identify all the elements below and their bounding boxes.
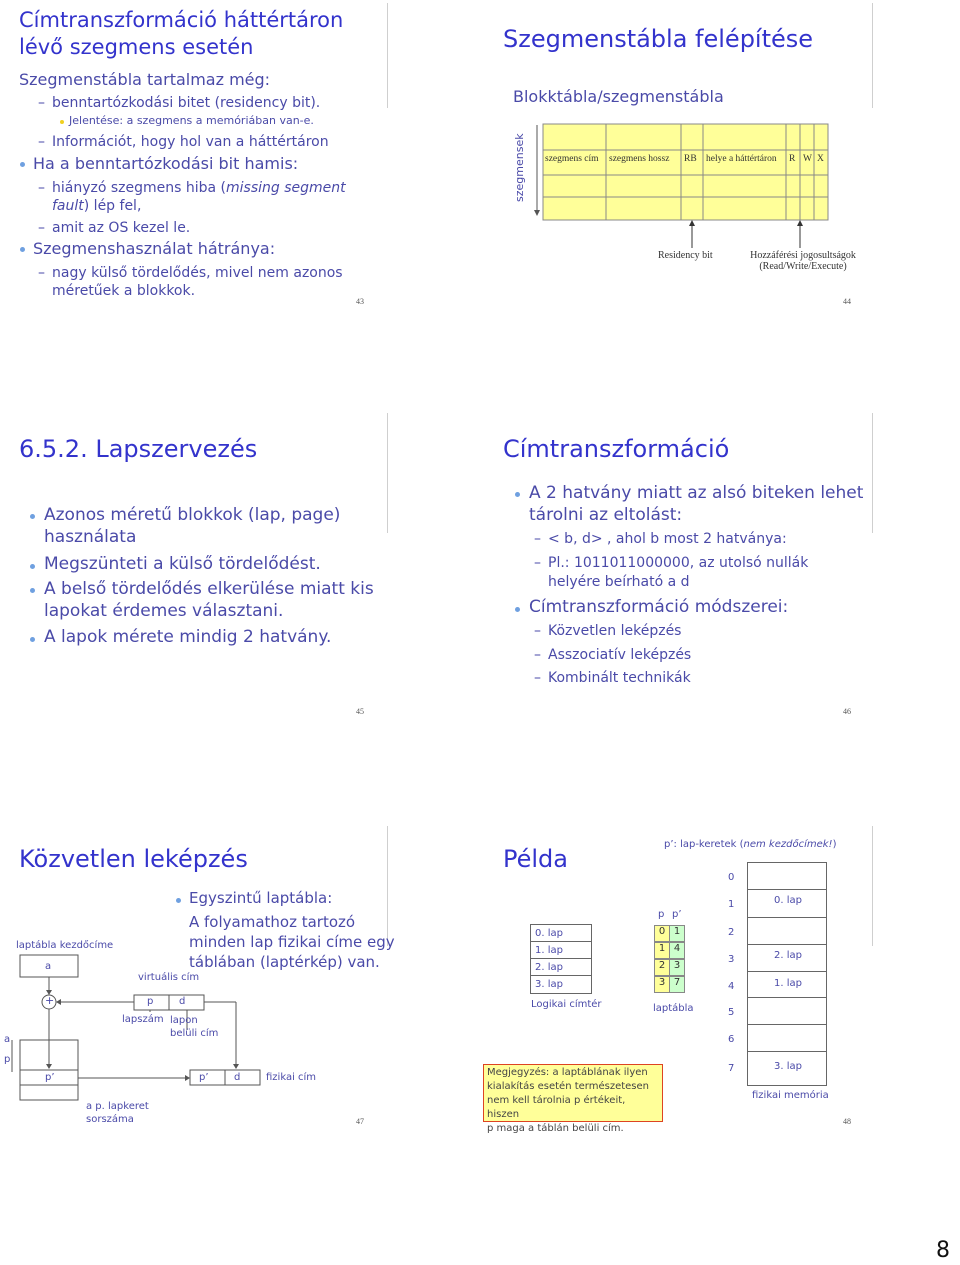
frame-number: 4 xyxy=(728,981,735,992)
dash-item: – Asszociatív leképzés xyxy=(548,647,691,663)
italic-text: fault xyxy=(52,198,84,214)
label xyxy=(170,1014,218,1040)
sheet-page-number: 8 xyxy=(936,1238,950,1263)
subtitle: Blokktábla/szegmenstábla xyxy=(513,87,724,106)
logical-page: 1. lap xyxy=(535,945,563,956)
page-number: 47 xyxy=(356,1117,364,1126)
line: Azonos méretű blokkok (lap, page) xyxy=(44,505,341,525)
line: – Pl.: 1011011000000, az utolsó nullák xyxy=(548,555,809,571)
line: A folyamathoz tartozó xyxy=(189,913,356,931)
remark-box xyxy=(483,1064,663,1134)
line: sorszáma xyxy=(86,1114,134,1125)
label: Logikai címtér xyxy=(531,999,602,1010)
label: virtuális cím xyxy=(138,972,200,983)
line: p maga a táblán belüli cím. xyxy=(487,1123,624,1134)
slide-title: Közvetlen leképzés xyxy=(19,845,248,873)
label: d xyxy=(179,996,186,1007)
side-label: szegmensek xyxy=(513,133,526,202)
label: fizikai cím xyxy=(266,1072,317,1083)
text: hiányzó szegmens hiba ( xyxy=(52,180,227,196)
sub-item: Jelentése: a szegmens a memóriában van-e. xyxy=(69,114,314,127)
pt-cell: 1 xyxy=(669,925,685,942)
frame-content: 3. lap xyxy=(774,1061,802,1072)
slide-title: Címtranszformáció xyxy=(503,435,730,463)
line: lapon xyxy=(170,1015,198,1026)
text: ) lép fel, xyxy=(83,198,142,214)
bullet-text: Megszünteti a külső tördelődést. xyxy=(44,554,321,574)
line: helyére beírható a d xyxy=(548,574,690,590)
label: lapszám xyxy=(122,1014,164,1025)
label-line: (Read/Write/Execute) xyxy=(759,261,847,272)
dash-item: – nagy külső tördelődés, mivel nem azonos xyxy=(52,265,343,281)
frame-number: 5 xyxy=(728,1007,735,1018)
column-header: szegmens hossz xyxy=(609,154,670,164)
plus-icon: + xyxy=(45,994,55,1007)
frame-content: 0. lap xyxy=(774,895,802,906)
slide-title: Példa xyxy=(503,845,568,873)
label xyxy=(86,1100,149,1126)
label: laptábla kezdőcíme xyxy=(16,940,114,951)
dash-item: – amit az OS kezel le. xyxy=(52,220,190,236)
pt-cell: 4 xyxy=(669,942,685,959)
label: fizikai memória xyxy=(752,1090,829,1101)
column-header: X xyxy=(817,154,824,164)
column-header: p xyxy=(658,909,665,920)
residency-label: Residency bit xyxy=(658,250,713,261)
pt-cell: 3 xyxy=(669,959,685,976)
logical-page: 0. lap xyxy=(535,928,563,939)
column-header: helye a háttértáron xyxy=(706,154,777,164)
frame-content: 2. lap xyxy=(774,950,802,961)
page-number: 43 xyxy=(356,297,364,306)
frame-number: 2 xyxy=(728,927,735,938)
dash-item: – Közvetlen leképzés xyxy=(548,623,681,639)
bullet-text: Egyszintű laptábla: xyxy=(189,889,333,907)
line: kialakítás esetén természetesen xyxy=(487,1081,650,1092)
frame-number: 0 xyxy=(728,872,735,883)
line: lapokat érdemes választani. xyxy=(44,601,284,621)
label: a xyxy=(45,961,52,972)
page-number: 48 xyxy=(843,1117,851,1126)
pt-cell: 7 xyxy=(669,976,685,993)
line: minden lap fizikai címe egy xyxy=(189,933,395,951)
title-line: Címtranszformáció háttértáron xyxy=(19,8,344,32)
frame-content: 1. lap xyxy=(774,978,802,989)
line: tárolni az eltolást: xyxy=(529,505,683,525)
note xyxy=(664,839,836,850)
frame-number: 3 xyxy=(728,954,735,965)
line: használata xyxy=(44,527,137,547)
title-line: lévő szegmens esetén xyxy=(19,35,254,59)
page-number: 44 xyxy=(843,297,851,306)
slide-title: Szegmenstábla felépítése xyxy=(503,25,814,53)
frame-number: 7 xyxy=(728,1063,735,1074)
dash-item: – Kombinált technikák xyxy=(548,670,691,686)
line: a p. lapkeret xyxy=(86,1101,149,1112)
column-header: szegmens cím xyxy=(545,154,599,164)
italic-text: nem kezdőcímek! xyxy=(743,839,833,850)
dash-item: – < b, d> , ahol b most 2 hatványa: xyxy=(548,531,787,547)
line: belüli cím xyxy=(170,1028,219,1039)
line: nem kell tárolnia p értékeit, hiszen xyxy=(487,1095,626,1120)
pt-cell: 3 xyxy=(654,976,670,993)
dash-item-cont: méretűek a blokkok. xyxy=(52,283,196,299)
label: d xyxy=(234,1072,241,1083)
bullet-text: A lapok mérete mindig 2 hatvány. xyxy=(44,627,332,647)
line: táblában (laptérkép) van. xyxy=(189,953,380,971)
text: p’: lap-keretek ( xyxy=(664,839,744,850)
bullet-text: Ha a benntartózkodási bit hamis: xyxy=(33,154,299,173)
bullet-text: Címtranszformáció módszerei: xyxy=(529,597,789,617)
label: a xyxy=(4,1034,11,1045)
label: p xyxy=(147,996,154,1007)
frame-number: 6 xyxy=(728,1034,735,1045)
label: p’ xyxy=(45,1072,55,1083)
line: A 2 hatvány miatt az alsó biteken lehet xyxy=(529,483,864,503)
bullet-text: Szegmenshasználat hátránya: xyxy=(33,239,276,258)
physical-memory xyxy=(747,862,827,1086)
pt-cell: 2 xyxy=(654,959,670,976)
paragraph: Szegmenstábla tartalmaz még: xyxy=(19,70,271,89)
label: p’ xyxy=(199,1072,209,1083)
column-header: p’ xyxy=(672,909,682,920)
label: laptábla xyxy=(653,1003,694,1014)
slide-title: 6.5.2. Lapszervezés xyxy=(19,435,258,463)
italic-text: missing segment xyxy=(226,180,346,196)
logical-page: 2. lap xyxy=(535,962,563,973)
line: A belső tördelődés elkerülése miatt kis xyxy=(44,579,374,599)
line: Megjegyzés: a laptáblának ilyen xyxy=(487,1067,648,1078)
column-header: RB xyxy=(684,154,697,164)
dash-item: – Információt, hogy hol van a háttértáron xyxy=(52,134,329,150)
column-header: R xyxy=(789,154,796,164)
text: ) xyxy=(832,839,837,850)
label-line: Hozzáférési jogosultságok xyxy=(750,250,856,261)
logical-page: 3. lap xyxy=(535,979,563,990)
page-number: 46 xyxy=(843,707,851,716)
page-number: 45 xyxy=(356,707,364,716)
logical-space xyxy=(530,924,592,994)
label: p xyxy=(4,1054,11,1065)
frame-number: 1 xyxy=(728,899,735,910)
dash-item: – benntartózkodási bitet (residency bit). xyxy=(52,95,320,111)
pt-cell: 0 xyxy=(654,925,670,942)
column-header: W xyxy=(803,154,812,164)
pt-cell: 1 xyxy=(654,942,670,959)
